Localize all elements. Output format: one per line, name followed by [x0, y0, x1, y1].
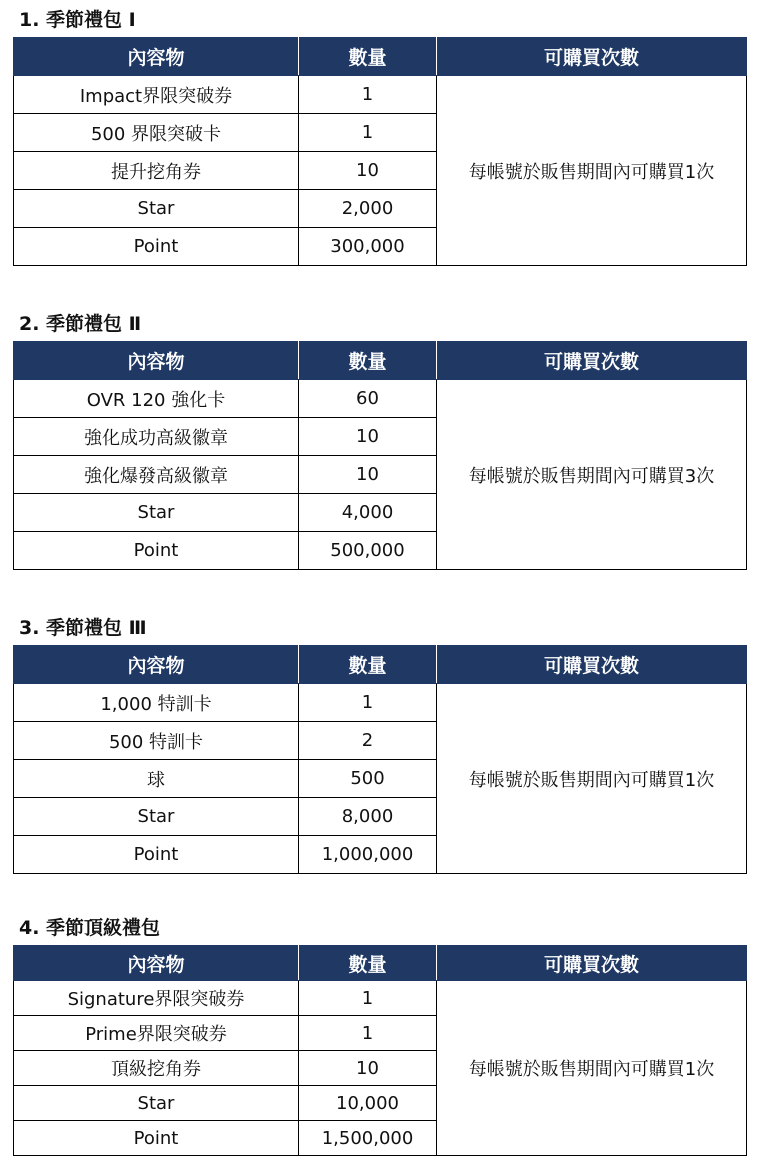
item-cell: Star — [14, 798, 299, 836]
table-row — [14, 380, 747, 418]
item-cell: 500 特訓卡 — [14, 722, 299, 760]
table-row — [14, 981, 747, 1016]
qty-cell: 60 — [299, 380, 437, 418]
item-cell: Point — [14, 1121, 299, 1156]
item-cell: 球 — [14, 760, 299, 798]
qty-cell: 1,500,000 — [299, 1121, 437, 1156]
item-cell: Impact界限突破券 — [14, 76, 299, 114]
package-table — [13, 37, 747, 266]
column-header-limit: 可購買次數 — [437, 38, 747, 76]
package-title: 1. 季節禮包 Ⅰ — [19, 9, 136, 31]
package-title: 4. 季節頂級禮包 — [19, 917, 161, 939]
purchase-limit-cell: 每帳號於販售期間內可購買1次 — [437, 981, 747, 1156]
column-header-item: 內容物 — [14, 38, 299, 76]
qty-cell: 1 — [299, 684, 437, 722]
qty-cell: 500 — [299, 760, 437, 798]
column-header-limit: 可購買次數 — [437, 342, 747, 380]
qty-cell: 10,000 — [299, 1086, 437, 1121]
table-row — [14, 76, 747, 114]
purchase-limit-cell: 每帳號於販售期間內可購買1次 — [437, 684, 747, 874]
item-cell: Point — [14, 228, 299, 266]
item-cell: OVR 120 強化卡 — [14, 380, 299, 418]
qty-cell: 1 — [299, 114, 437, 152]
qty-cell: 2,000 — [299, 190, 437, 228]
item-cell: Star — [14, 190, 299, 228]
qty-cell: 10 — [299, 418, 437, 456]
qty-cell: 1 — [299, 981, 437, 1016]
column-header-qty: 數量 — [299, 342, 437, 380]
package-title: 2. 季節禮包 Ⅱ — [19, 313, 142, 335]
item-cell: 提升挖角券 — [14, 152, 299, 190]
package-table — [13, 341, 747, 570]
qty-cell: 10 — [299, 152, 437, 190]
column-header-qty: 數量 — [299, 646, 437, 684]
item-cell: Star — [14, 1086, 299, 1121]
item-cell: 1,000 特訓卡 — [14, 684, 299, 722]
item-cell: Prime界限突破券 — [14, 1016, 299, 1051]
qty-cell: 10 — [299, 1051, 437, 1086]
qty-cell: 8,000 — [299, 798, 437, 836]
qty-cell: 2 — [299, 722, 437, 760]
qty-cell: 1 — [299, 76, 437, 114]
item-cell: 頂級挖角券 — [14, 1051, 299, 1086]
qty-cell: 1,000,000 — [299, 836, 437, 874]
column-header-item: 內容物 — [14, 646, 299, 684]
column-header-limit: 可購買次數 — [437, 946, 747, 981]
item-cell: Point — [14, 532, 299, 570]
qty-cell: 10 — [299, 456, 437, 494]
item-cell: Signature界限突破券 — [14, 981, 299, 1016]
qty-cell: 1 — [299, 1016, 437, 1051]
package-table — [13, 945, 747, 1156]
table-row — [14, 684, 747, 722]
purchase-limit-cell: 每帳號於販售期間內可購買1次 — [437, 76, 747, 266]
item-cell: 500 界限突破卡 — [14, 114, 299, 152]
item-cell: 強化爆發高級徽章 — [14, 456, 299, 494]
qty-cell: 4,000 — [299, 494, 437, 532]
item-cell: Point — [14, 836, 299, 874]
package-title: 3. 季節禮包 Ⅲ — [19, 617, 147, 639]
qty-cell: 300,000 — [299, 228, 437, 266]
purchase-limit-cell: 每帳號於販售期間內可購買3次 — [437, 380, 747, 570]
column-header-qty: 數量 — [299, 946, 437, 981]
column-header-limit: 可購買次數 — [437, 646, 747, 684]
package-table — [13, 645, 747, 874]
item-cell: 強化成功高級徽章 — [14, 418, 299, 456]
qty-cell: 500,000 — [299, 532, 437, 570]
column-header-item: 內容物 — [14, 342, 299, 380]
item-cell: Star — [14, 494, 299, 532]
column-header-item: 內容物 — [14, 946, 299, 981]
column-header-qty: 數量 — [299, 38, 437, 76]
